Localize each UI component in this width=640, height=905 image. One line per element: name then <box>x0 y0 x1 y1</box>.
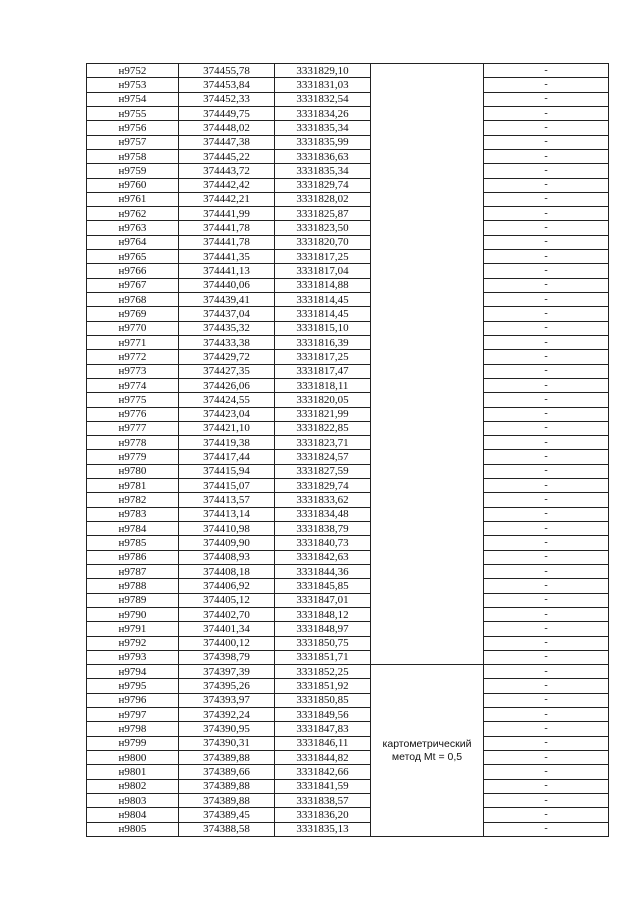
x-coordinate-cell: 374421,10 <box>179 421 275 435</box>
x-coordinate-cell: 374429,72 <box>179 350 275 364</box>
table-row <box>87 579 609 593</box>
x-coordinate-cell: 374395,26 <box>179 679 275 693</box>
y-coordinate-cell: 3331838,79 <box>275 522 371 536</box>
table-row <box>87 135 609 149</box>
note-cell: - <box>484 564 609 578</box>
y-coordinate-cell: 3331850,75 <box>275 636 371 650</box>
x-coordinate-cell: 374398,79 <box>179 650 275 664</box>
table-row <box>87 550 609 564</box>
x-coordinate-cell: 374390,31 <box>179 736 275 750</box>
note-cell: - <box>484 207 609 221</box>
point-name-cell: н9761 <box>87 192 179 206</box>
note-cell: - <box>484 693 609 707</box>
y-coordinate-cell: 3331840,73 <box>275 536 371 550</box>
x-coordinate-cell: 374397,39 <box>179 665 275 679</box>
note-cell: - <box>484 307 609 321</box>
x-coordinate-cell: 374448,02 <box>179 121 275 135</box>
table-row <box>87 507 609 521</box>
y-coordinate-cell: 3331814,45 <box>275 307 371 321</box>
y-coordinate-cell: 3331847,83 <box>275 722 371 736</box>
point-name-cell: н9776 <box>87 407 179 421</box>
point-name-cell: н9770 <box>87 321 179 335</box>
point-name-cell: н9784 <box>87 522 179 536</box>
point-name-cell: н9777 <box>87 421 179 435</box>
y-coordinate-cell: 3331842,66 <box>275 765 371 779</box>
note-cell: - <box>484 607 609 621</box>
note-cell: - <box>484 321 609 335</box>
table-row <box>87 779 609 793</box>
point-name-cell: н9797 <box>87 708 179 722</box>
y-coordinate-cell: 3331829,74 <box>275 479 371 493</box>
note-cell: - <box>484 78 609 92</box>
note-cell: - <box>484 178 609 192</box>
note-cell: - <box>484 479 609 493</box>
table-row <box>87 178 609 192</box>
note-cell: - <box>484 722 609 736</box>
note-cell: - <box>484 106 609 120</box>
table-row <box>87 736 609 750</box>
point-name-cell: н9771 <box>87 335 179 349</box>
point-name-cell: н9773 <box>87 364 179 378</box>
table-row <box>87 121 609 135</box>
table-row <box>87 822 609 836</box>
note-cell: - <box>484 293 609 307</box>
y-coordinate-cell: 3331836,20 <box>275 808 371 822</box>
x-coordinate-cell: 374389,45 <box>179 808 275 822</box>
table-row <box>87 564 609 578</box>
note-cell: - <box>484 650 609 664</box>
x-coordinate-cell: 374400,12 <box>179 636 275 650</box>
y-coordinate-cell: 3331835,34 <box>275 121 371 135</box>
note-cell: - <box>484 121 609 135</box>
note-cell: - <box>484 550 609 564</box>
x-coordinate-cell: 374439,41 <box>179 293 275 307</box>
note-cell: - <box>484 736 609 750</box>
x-coordinate-cell: 374441,78 <box>179 235 275 249</box>
note-cell: - <box>484 221 609 235</box>
table-row <box>87 393 609 407</box>
note-cell: - <box>484 679 609 693</box>
y-coordinate-cell: 3331836,63 <box>275 149 371 163</box>
note-cell: - <box>484 522 609 536</box>
point-name-cell: н9763 <box>87 221 179 235</box>
note-cell: - <box>484 364 609 378</box>
x-coordinate-cell: 374452,33 <box>179 92 275 106</box>
y-coordinate-cell: 3331814,45 <box>275 293 371 307</box>
x-coordinate-cell: 374408,18 <box>179 564 275 578</box>
table-row <box>87 436 609 450</box>
table-row <box>87 78 609 92</box>
note-cell: - <box>484 779 609 793</box>
point-name-cell: н9789 <box>87 593 179 607</box>
point-name-cell: н9764 <box>87 235 179 249</box>
point-name-cell: н9786 <box>87 550 179 564</box>
note-cell: - <box>484 149 609 163</box>
note-cell: - <box>484 579 609 593</box>
point-name-cell: н9790 <box>87 607 179 621</box>
point-name-cell: н9755 <box>87 106 179 120</box>
note-cell: - <box>484 164 609 178</box>
point-name-cell: н9804 <box>87 808 179 822</box>
point-name-cell: н9803 <box>87 793 179 807</box>
x-coordinate-cell: 374433,38 <box>179 335 275 349</box>
table-row <box>87 64 609 78</box>
y-coordinate-cell: 3331841,59 <box>275 779 371 793</box>
point-name-cell: н9792 <box>87 636 179 650</box>
y-coordinate-cell: 3331821,99 <box>275 407 371 421</box>
x-coordinate-cell: 374389,88 <box>179 793 275 807</box>
table-row <box>87 607 609 621</box>
coordinates-table-body <box>87 64 609 837</box>
x-coordinate-cell: 374445,22 <box>179 149 275 163</box>
x-coordinate-cell: 374392,24 <box>179 708 275 722</box>
y-coordinate-cell: 3331817,25 <box>275 250 371 264</box>
note-cell: - <box>484 793 609 807</box>
y-coordinate-cell: 3331849,56 <box>275 708 371 722</box>
table-row <box>87 665 609 679</box>
table-row <box>87 636 609 650</box>
x-coordinate-cell: 374424,55 <box>179 393 275 407</box>
table-row <box>87 464 609 478</box>
x-coordinate-cell: 374440,06 <box>179 278 275 292</box>
x-coordinate-cell: 374427,35 <box>179 364 275 378</box>
y-coordinate-cell: 3331814,88 <box>275 278 371 292</box>
point-name-cell: н9785 <box>87 536 179 550</box>
y-coordinate-cell: 3331835,13 <box>275 822 371 836</box>
x-coordinate-cell: 374455,78 <box>179 64 275 78</box>
y-coordinate-cell: 3331848,97 <box>275 622 371 636</box>
note-cell: - <box>484 378 609 392</box>
point-name-cell: н9798 <box>87 722 179 736</box>
point-name-cell: н9756 <box>87 121 179 135</box>
y-coordinate-cell: 3331823,71 <box>275 436 371 450</box>
y-coordinate-cell: 3331848,12 <box>275 607 371 621</box>
note-cell: - <box>484 751 609 765</box>
point-name-cell: н9787 <box>87 564 179 578</box>
x-coordinate-cell: 374442,42 <box>179 178 275 192</box>
table-row <box>87 622 609 636</box>
y-coordinate-cell: 3331823,50 <box>275 221 371 235</box>
point-name-cell: н9799 <box>87 736 179 750</box>
table-row <box>87 378 609 392</box>
y-coordinate-cell: 3331834,26 <box>275 106 371 120</box>
point-name-cell: н9768 <box>87 293 179 307</box>
note-cell: - <box>484 92 609 106</box>
x-coordinate-cell: 374406,92 <box>179 579 275 593</box>
table-row <box>87 350 609 364</box>
x-coordinate-cell: 374413,57 <box>179 493 275 507</box>
table-row <box>87 221 609 235</box>
x-coordinate-cell: 374410,98 <box>179 522 275 536</box>
table-row <box>87 207 609 221</box>
y-coordinate-cell: 3331847,01 <box>275 593 371 607</box>
x-coordinate-cell: 374393,97 <box>179 693 275 707</box>
point-name-cell: н9779 <box>87 450 179 464</box>
x-coordinate-cell: 374447,38 <box>179 135 275 149</box>
note-cell: - <box>484 765 609 779</box>
point-name-cell: н9766 <box>87 264 179 278</box>
point-name-cell: н9769 <box>87 307 179 321</box>
note-cell: - <box>484 393 609 407</box>
y-coordinate-cell: 3331834,48 <box>275 507 371 521</box>
note-cell: - <box>484 235 609 249</box>
point-name-cell: н9794 <box>87 665 179 679</box>
note-cell: - <box>484 493 609 507</box>
note-cell: - <box>484 421 609 435</box>
point-name-cell: н9767 <box>87 278 179 292</box>
table-row <box>87 407 609 421</box>
x-coordinate-cell: 374401,34 <box>179 622 275 636</box>
table-row <box>87 808 609 822</box>
point-name-cell: н9778 <box>87 436 179 450</box>
point-name-cell: н9757 <box>87 135 179 149</box>
y-coordinate-cell: 3331817,25 <box>275 350 371 364</box>
table-row <box>87 593 609 607</box>
point-name-cell: н9780 <box>87 464 179 478</box>
point-name-cell: н9772 <box>87 350 179 364</box>
y-coordinate-cell: 3331824,57 <box>275 450 371 464</box>
table-row <box>87 722 609 736</box>
y-coordinate-cell: 3331825,87 <box>275 207 371 221</box>
point-name-cell: н9800 <box>87 751 179 765</box>
y-coordinate-cell: 3331845,85 <box>275 579 371 593</box>
table-row <box>87 92 609 106</box>
x-coordinate-cell: 374389,88 <box>179 779 275 793</box>
y-coordinate-cell: 3331831,03 <box>275 78 371 92</box>
x-coordinate-cell: 374423,04 <box>179 407 275 421</box>
y-coordinate-cell: 3331816,39 <box>275 335 371 349</box>
point-name-cell: н9781 <box>87 479 179 493</box>
point-name-cell: н9783 <box>87 507 179 521</box>
y-coordinate-cell: 3331829,10 <box>275 64 371 78</box>
y-coordinate-cell: 3331835,34 <box>275 164 371 178</box>
note-cell: - <box>484 135 609 149</box>
table-row <box>87 493 609 507</box>
table-row <box>87 708 609 722</box>
y-coordinate-cell: 3331815,10 <box>275 321 371 335</box>
note-cell: - <box>484 622 609 636</box>
table-row <box>87 293 609 307</box>
table-row <box>87 479 609 493</box>
y-coordinate-cell: 3331851,92 <box>275 679 371 693</box>
point-name-cell: н9765 <box>87 250 179 264</box>
y-coordinate-cell: 3331832,54 <box>275 92 371 106</box>
y-coordinate-cell: 3331822,85 <box>275 421 371 435</box>
x-coordinate-cell: 374441,78 <box>179 221 275 235</box>
table-row <box>87 765 609 779</box>
point-name-cell: н9758 <box>87 149 179 163</box>
note-cell: - <box>484 822 609 836</box>
y-coordinate-cell: 3331829,74 <box>275 178 371 192</box>
point-name-cell: н9795 <box>87 679 179 693</box>
note-cell: - <box>484 436 609 450</box>
y-coordinate-cell: 3331817,47 <box>275 364 371 378</box>
point-name-cell: н9791 <box>87 622 179 636</box>
note-cell: - <box>484 665 609 679</box>
x-coordinate-cell: 374402,70 <box>179 607 275 621</box>
x-coordinate-cell: 374417,44 <box>179 450 275 464</box>
x-coordinate-cell: 374390,95 <box>179 722 275 736</box>
note-cell: - <box>484 64 609 78</box>
y-coordinate-cell: 3331846,11 <box>275 736 371 750</box>
method-cell: картометрический метод Mt = 0,5 <box>371 665 484 837</box>
x-coordinate-cell: 374408,93 <box>179 550 275 564</box>
coordinates-table <box>86 63 609 837</box>
x-coordinate-cell: 374413,14 <box>179 507 275 521</box>
x-coordinate-cell: 374441,35 <box>179 250 275 264</box>
y-coordinate-cell: 3331833,62 <box>275 493 371 507</box>
table-row <box>87 679 609 693</box>
method-cell <box>371 64 484 665</box>
x-coordinate-cell: 374405,12 <box>179 593 275 607</box>
table-row <box>87 235 609 249</box>
x-coordinate-cell: 374437,04 <box>179 307 275 321</box>
x-coordinate-cell: 374426,06 <box>179 378 275 392</box>
x-coordinate-cell: 374443,72 <box>179 164 275 178</box>
note-cell: - <box>484 593 609 607</box>
x-coordinate-cell: 374419,38 <box>179 436 275 450</box>
y-coordinate-cell: 3331842,63 <box>275 550 371 564</box>
table-row <box>87 307 609 321</box>
point-name-cell: н9796 <box>87 693 179 707</box>
point-name-cell: н9759 <box>87 164 179 178</box>
note-cell: - <box>484 536 609 550</box>
x-coordinate-cell: 374441,13 <box>179 264 275 278</box>
y-coordinate-cell: 3331817,04 <box>275 264 371 278</box>
x-coordinate-cell: 374409,90 <box>179 536 275 550</box>
x-coordinate-cell: 374449,75 <box>179 106 275 120</box>
table-row <box>87 192 609 206</box>
y-coordinate-cell: 3331820,05 <box>275 393 371 407</box>
y-coordinate-cell: 3331844,82 <box>275 751 371 765</box>
y-coordinate-cell: 3331827,59 <box>275 464 371 478</box>
point-name-cell: н9775 <box>87 393 179 407</box>
note-cell: - <box>484 464 609 478</box>
table-row <box>87 364 609 378</box>
point-name-cell: н9754 <box>87 92 179 106</box>
note-cell: - <box>484 264 609 278</box>
y-coordinate-cell: 3331818,11 <box>275 378 371 392</box>
x-coordinate-cell: 374441,99 <box>179 207 275 221</box>
table-row <box>87 693 609 707</box>
note-cell: - <box>484 335 609 349</box>
table-row <box>87 149 609 163</box>
note-cell: - <box>484 278 609 292</box>
note-cell: - <box>484 192 609 206</box>
point-name-cell: н9760 <box>87 178 179 192</box>
point-name-cell: н9752 <box>87 64 179 78</box>
y-coordinate-cell: 3331820,70 <box>275 235 371 249</box>
y-coordinate-cell: 3331828,02 <box>275 192 371 206</box>
x-coordinate-cell: 374388,58 <box>179 822 275 836</box>
y-coordinate-cell: 3331851,71 <box>275 650 371 664</box>
table-row <box>87 321 609 335</box>
table-row <box>87 250 609 264</box>
table-row <box>87 450 609 464</box>
table-row <box>87 522 609 536</box>
y-coordinate-cell: 3331844,36 <box>275 564 371 578</box>
y-coordinate-cell: 3331835,99 <box>275 135 371 149</box>
note-cell: - <box>484 507 609 521</box>
point-name-cell: н9805 <box>87 822 179 836</box>
note-cell: - <box>484 808 609 822</box>
point-name-cell: н9774 <box>87 378 179 392</box>
point-name-cell: н9782 <box>87 493 179 507</box>
table-row <box>87 264 609 278</box>
table-row <box>87 106 609 120</box>
note-cell: - <box>484 407 609 421</box>
x-coordinate-cell: 374389,66 <box>179 765 275 779</box>
table-row <box>87 335 609 349</box>
note-cell: - <box>484 350 609 364</box>
x-coordinate-cell: 374389,88 <box>179 751 275 765</box>
table-row <box>87 421 609 435</box>
x-coordinate-cell: 374415,94 <box>179 464 275 478</box>
note-cell: - <box>484 636 609 650</box>
note-cell: - <box>484 708 609 722</box>
x-coordinate-cell: 374453,84 <box>179 78 275 92</box>
y-coordinate-cell: 3331852,25 <box>275 665 371 679</box>
y-coordinate-cell: 3331850,85 <box>275 693 371 707</box>
point-name-cell: н9788 <box>87 579 179 593</box>
y-coordinate-cell: 3331838,57 <box>275 793 371 807</box>
table-row <box>87 751 609 765</box>
table-row <box>87 536 609 550</box>
point-name-cell: н9762 <box>87 207 179 221</box>
point-name-cell: н9753 <box>87 78 179 92</box>
note-cell: - <box>484 450 609 464</box>
table-row <box>87 164 609 178</box>
point-name-cell: н9802 <box>87 779 179 793</box>
point-name-cell: н9793 <box>87 650 179 664</box>
table-row <box>87 793 609 807</box>
note-cell: - <box>484 250 609 264</box>
x-coordinate-cell: 374435,32 <box>179 321 275 335</box>
point-name-cell: н9801 <box>87 765 179 779</box>
table-row <box>87 650 609 664</box>
table-row <box>87 278 609 292</box>
x-coordinate-cell: 374415,07 <box>179 479 275 493</box>
x-coordinate-cell: 374442,21 <box>179 192 275 206</box>
